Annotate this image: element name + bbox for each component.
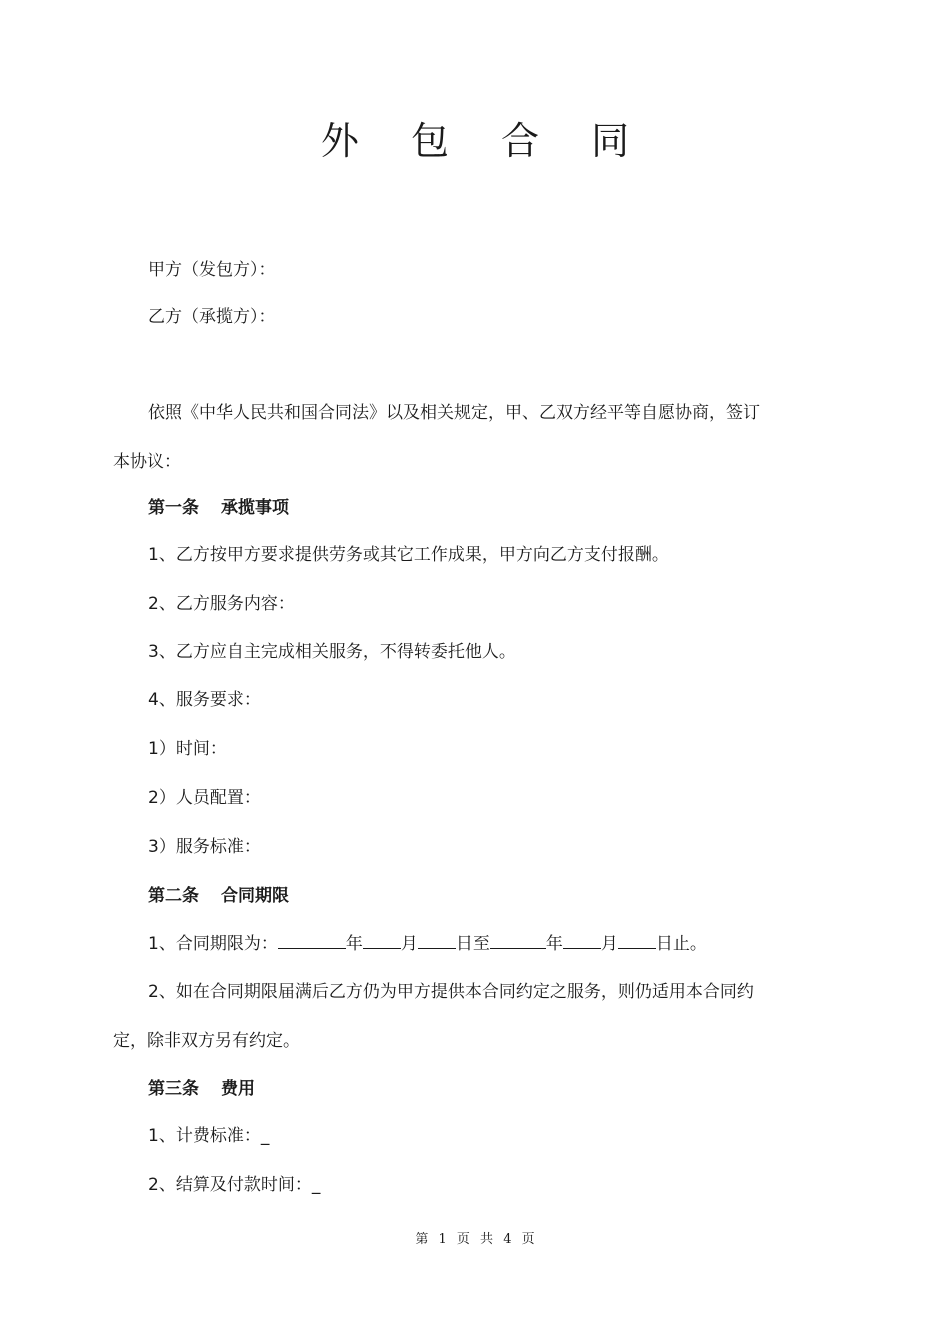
section-1-heading xyxy=(148,496,289,520)
term-month-2: 月 xyxy=(600,934,618,954)
section-1-item-1: 1、乙方按甲方要求提供劳务或其它工作成果，甲方向乙方支付报酬。 xyxy=(148,545,669,565)
intro-paragraph-line-2: 本协议： xyxy=(113,452,181,472)
contract-term-line xyxy=(148,931,707,956)
section-1-item-2: 2、乙方服务内容： xyxy=(148,594,295,614)
section-2-number: 第二条 xyxy=(148,886,199,906)
intro-paragraph-line-1: 依照《中华人民共和国合同法》以及相关规定，甲、乙双方经平等自愿协商，签订 xyxy=(148,403,760,423)
section-3-heading xyxy=(148,1077,255,1101)
end-year-blank[interactable] xyxy=(490,931,546,949)
section-2-item-2-line-2: 定，除非双方另有约定。 xyxy=(113,1031,300,1051)
end-day-blank[interactable] xyxy=(618,931,656,949)
start-year-blank[interactable] xyxy=(278,931,346,949)
end-month-blank[interactable] xyxy=(563,931,601,949)
section-2-title: 合同期限 xyxy=(221,886,289,906)
start-day-blank[interactable] xyxy=(418,931,456,949)
document-title: 外 包 合 同 xyxy=(320,119,650,163)
term-year-1: 年 xyxy=(345,934,363,954)
section-1-item-3: 3、乙方应自主完成相关服务，不得转委托他人。 xyxy=(148,642,516,662)
section-1-subitem-1: 1）时间： xyxy=(148,739,227,759)
page-footer: 第 1 页 共 4 页 xyxy=(415,1232,535,1247)
term-month-1: 月 xyxy=(400,934,418,954)
term-prefix: 1、合同期限为： xyxy=(148,934,278,954)
section-1-subitem-2: 2）人员配置： xyxy=(148,788,261,808)
section-1-subitem-3: 3）服务标准： xyxy=(148,837,261,857)
section-1-item-4: 4、服务要求： xyxy=(148,690,261,710)
section-3-number: 第三条 xyxy=(148,1079,199,1099)
section-2-heading xyxy=(148,884,289,908)
party-b-line: 乙方（承揽方）： xyxy=(148,307,276,327)
section-2-item-2-line-1: 2、如在合同期限届满后乙方仍为甲方提供本合同约定之服务，则仍适用本合同约 xyxy=(148,982,754,1002)
term-day-1: 日至 xyxy=(455,934,490,954)
section-3-title: 费用 xyxy=(221,1079,255,1099)
term-year-2: 年 xyxy=(545,934,563,954)
start-month-blank[interactable] xyxy=(363,931,401,949)
section-1-title: 承揽事项 xyxy=(221,498,289,518)
section-3-item-1: 1、计费标准：_ xyxy=(148,1126,270,1146)
party-a-line: 甲方（发包方）： xyxy=(148,260,276,280)
section-1-number: 第一条 xyxy=(148,498,199,518)
section-3-item-2: 2、结算及付款时间：_ xyxy=(148,1175,321,1195)
term-day-2: 日止。 xyxy=(655,934,707,954)
